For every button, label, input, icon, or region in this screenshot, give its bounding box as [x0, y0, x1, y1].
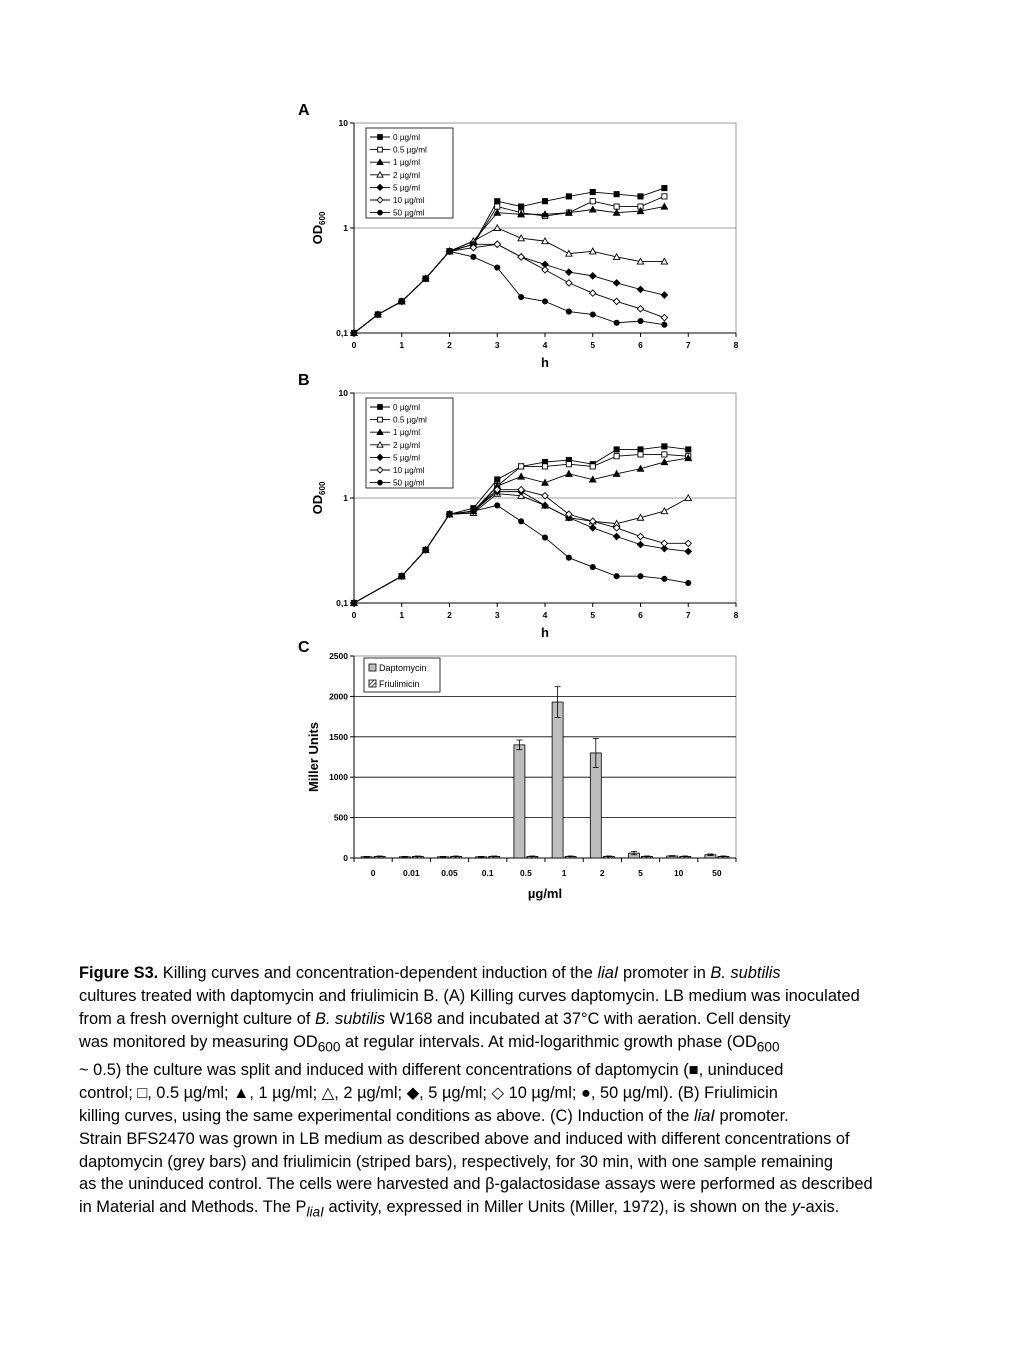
data-point [614, 320, 619, 325]
x-axis-title: h [541, 625, 549, 640]
legend-marker [378, 135, 383, 140]
caption-text: from a fresh overnight culture of [79, 1009, 315, 1028]
caption-line-3 [79, 1008, 1009, 1031]
caption-text: at regular intervals. At mid-logarithmic growth phase (OD [340, 1032, 757, 1051]
data-point [471, 254, 476, 259]
x-tick-label: 1 [399, 340, 405, 350]
data-point [637, 541, 643, 547]
x-tick-label: 3 [494, 610, 500, 620]
data-point [542, 199, 547, 204]
legend-label: 2 µg/ml [393, 440, 421, 450]
legend-label: 2 µg/ml [393, 170, 421, 180]
y-tick-label: 1000 [329, 772, 348, 783]
caption-text: promoter. [714, 1106, 789, 1125]
figure-caption [79, 962, 1009, 1225]
legend-marker [378, 417, 383, 422]
data-point [351, 330, 356, 335]
y-tick-label: 10 [338, 118, 348, 128]
data-point [495, 199, 500, 204]
data-point [542, 535, 547, 540]
data-point [614, 574, 619, 579]
caption-gene: liaI [597, 964, 619, 982]
legend-label: 0 µg/ml [393, 403, 421, 412]
caption-text: promoter in [618, 964, 711, 982]
caption-text: -axis. [800, 1198, 840, 1217]
data-point [662, 194, 667, 199]
caption-line-8: Strain BFS2470 was grown in LB medium as described above and induced with different concentrations of [79, 1129, 850, 1148]
data-point [447, 512, 452, 517]
x-tick-label: 8 [733, 340, 739, 350]
legend-label: 1 µg/ml [393, 158, 421, 168]
legend-swatch [369, 680, 376, 687]
x-axis-title: µg/ml [527, 886, 563, 901]
legend-label: 50 µg/ml [393, 208, 425, 218]
series-line [354, 494, 688, 603]
data-point [351, 600, 356, 605]
data-point [566, 462, 571, 467]
data-point [638, 318, 643, 323]
data-point [495, 265, 500, 270]
x-tick-label: 5 [590, 610, 596, 620]
y-tick-label: 2000 [329, 691, 348, 702]
data-point [495, 204, 500, 209]
data-point [614, 192, 619, 197]
data-point [638, 574, 643, 579]
legend-label: Daptomycin [379, 663, 427, 673]
data-point [638, 194, 643, 199]
data-point [662, 444, 667, 449]
data-point [662, 185, 667, 190]
data-point [590, 290, 596, 296]
caption-subscript: 600 [756, 1039, 780, 1054]
x-tick-label: 2 [447, 340, 452, 350]
data-point [661, 314, 667, 320]
data-point [566, 269, 572, 275]
legend-label: 1 µg/ml [393, 428, 421, 438]
caption-line-7 [79, 1105, 1009, 1128]
y-tick-label: 0 [343, 853, 348, 863]
x-tick-label: 1 [399, 610, 405, 620]
bar [590, 753, 601, 858]
x-tick-label: 7 [685, 340, 691, 350]
data-point [375, 312, 380, 317]
x-tick-label: 0 [351, 340, 357, 350]
x-tick-label: 50 [712, 868, 722, 878]
data-point [399, 299, 404, 304]
data-point [519, 464, 524, 469]
data-point [638, 452, 643, 457]
bar [514, 745, 525, 858]
caption-line-11 [79, 1196, 1009, 1224]
caption-text: activity, expressed in Miller Units (Miller, 1972), is shown on the [323, 1198, 792, 1217]
x-tick-label: 0.5 [519, 868, 532, 878]
x-tick-label: 0 [370, 868, 376, 878]
data-point [662, 576, 667, 581]
data-point [495, 503, 500, 508]
caption-line-10: as the uninduced control. The cells were harvested and β-galactosidase assays were performed as described [79, 1175, 873, 1194]
data-point [518, 473, 524, 479]
caption-species: B. subtilis [314, 1009, 386, 1028]
data-point [590, 564, 595, 569]
data-point [519, 519, 524, 524]
x-tick-label: 5 [638, 868, 643, 878]
data-point [518, 254, 524, 260]
data-point [495, 477, 500, 482]
legend-label: 0.5 µg/ml [393, 145, 427, 155]
y-tick-label: 500 [333, 812, 348, 823]
y-tick-label: 0,1 [336, 328, 348, 338]
x-tick-label: 5 [590, 340, 596, 350]
x-tick-label: 0 [351, 610, 357, 620]
legend-label: 5 µg/ml [393, 453, 421, 463]
legend-marker [378, 210, 383, 215]
data-point [590, 312, 595, 317]
data-point [590, 199, 595, 204]
x-tick-label: 6 [638, 340, 643, 350]
data-point [423, 276, 428, 281]
x-axis-title: h [541, 355, 549, 370]
data-point [662, 322, 667, 327]
legend-marker [378, 480, 383, 485]
y-tick-label: 1500 [329, 731, 348, 742]
data-point [661, 508, 667, 514]
x-tick-label: 4 [542, 340, 548, 350]
series-line [354, 490, 688, 603]
data-point [637, 306, 643, 312]
y-axis-title: $OD_{600}$ [310, 481, 327, 515]
data-point [590, 464, 595, 469]
x-tick-label: 2 [447, 610, 452, 620]
x-tick-label: 0.05 [441, 868, 458, 878]
data-point [613, 533, 619, 539]
data-point [661, 203, 667, 209]
caption-gene: liaI [693, 1106, 715, 1125]
legend-swatch [369, 664, 376, 671]
data-point [447, 249, 452, 254]
caption-text: was monitored by measuring OD [79, 1032, 318, 1051]
data-point [542, 464, 547, 469]
data-point [638, 447, 643, 452]
data-point [613, 280, 619, 286]
data-point [566, 280, 572, 286]
x-tick-label: 0.01 [403, 868, 420, 878]
series-line [354, 492, 688, 603]
caption-subscript: 600 [317, 1039, 341, 1054]
caption-subscript: liaI [306, 1204, 324, 1220]
y-axis-title: $OD_{600}$ [310, 211, 327, 245]
data-point [566, 555, 571, 560]
legend-label: 50 µg/ml [393, 478, 425, 488]
data-point [494, 241, 500, 247]
data-point [471, 509, 476, 514]
data-point [590, 525, 596, 531]
y-tick-label: 2500 [329, 651, 348, 661]
killing-curve-chart-a [290, 95, 750, 370]
data-point [542, 299, 547, 304]
x-tick-label: 7 [685, 610, 691, 620]
induction-bar-chart-c [290, 632, 750, 910]
data-point [590, 273, 596, 279]
caption-line-6: control; □, 0.5 µg/ml; ▲, 1 µg/ml; △, 2 µg/ml; ◆, 5 µg/ml; ◇ 10 µg/ml; ●, 50 µg/ml). (B) Friulimicin [79, 1083, 778, 1102]
data-point [661, 540, 667, 546]
data-point [518, 235, 524, 241]
legend-marker [378, 147, 383, 152]
data-point [637, 286, 643, 292]
y-tick-label: 1 [343, 223, 348, 233]
data-point [614, 454, 619, 459]
y-tick-label: 0,1 [336, 598, 348, 608]
legend-label: 0.5 µg/ml [393, 415, 427, 425]
data-point [685, 548, 691, 554]
caption-title: Figure S3. [79, 964, 159, 982]
data-point [686, 580, 691, 585]
data-point [566, 309, 571, 314]
legend-label: 10 µg/ml [393, 196, 425, 205]
caption-text: in Material and Methods. The P [79, 1198, 307, 1217]
data-point [685, 540, 691, 546]
data-point [662, 452, 667, 457]
y-tick-label: 10 [338, 388, 348, 398]
y-tick-label: 1 [343, 493, 348, 503]
panel-label-a: A [298, 102, 310, 119]
data-point [686, 447, 691, 452]
data-point [566, 471, 572, 477]
caption-line-4 [79, 1031, 1009, 1059]
series-line [354, 207, 664, 333]
x-tick-label: 1 [561, 868, 567, 878]
data-point [614, 204, 619, 209]
caption-line-1 [79, 962, 1009, 985]
caption-text: Killing curves and concentration-dependent induction of the [158, 964, 598, 982]
data-point [566, 194, 571, 199]
caption-line-9: daptomycin (grey bars) and friulimicin (striped bars), respectively, for 30 min, with one sample remaining [79, 1152, 833, 1171]
panel-label-c: C [298, 639, 310, 656]
caption-text: killing curves, using the same experimental conditions as above. (C) Induction of the [79, 1106, 694, 1125]
data-point [613, 298, 619, 304]
data-point [519, 294, 524, 299]
caption-axis-letter: y [791, 1198, 801, 1217]
data-point [590, 189, 595, 194]
data-point [614, 447, 619, 452]
legend-label: 5 µg/ml [393, 183, 421, 193]
x-tick-label: 4 [542, 610, 548, 620]
x-tick-label: 0.1 [481, 868, 494, 878]
legend-label: 10 µg/ml [393, 466, 425, 475]
caption-species: B. subtilis [710, 964, 781, 982]
data-point [637, 533, 643, 539]
x-tick-label: 10 [673, 868, 684, 878]
data-point [519, 204, 524, 209]
data-point [423, 547, 428, 552]
x-tick-label: 8 [733, 610, 739, 620]
data-point [661, 292, 667, 298]
panel-label-b: B [298, 372, 310, 389]
legend-label: 0 µg/ml [393, 133, 421, 142]
x-tick-label: 2 [599, 868, 605, 878]
caption-line-5: ~ 0.5) the culture was split and induced with different concentrations of daptomycin (■, uninduced [79, 1060, 784, 1079]
data-point [590, 206, 596, 212]
y-axis-title: Miller Units [306, 721, 321, 793]
legend-marker [378, 405, 383, 410]
data-point [542, 267, 548, 273]
data-point [399, 574, 404, 579]
x-tick-label: 6 [638, 610, 643, 620]
caption-text: W168 and incubated at 37°C with aeration. Cell density [385, 1009, 791, 1028]
x-tick-label: 3 [494, 340, 500, 350]
legend-label: Friulimicin [379, 679, 420, 689]
killing-curve-chart-b [290, 365, 750, 640]
caption-line-2: cultures treated with daptomycin and friulimicin B. (A) Killing curves daptomycin. LB medium was inoculated [79, 986, 860, 1005]
data-point [590, 248, 596, 254]
bar [552, 702, 563, 858]
